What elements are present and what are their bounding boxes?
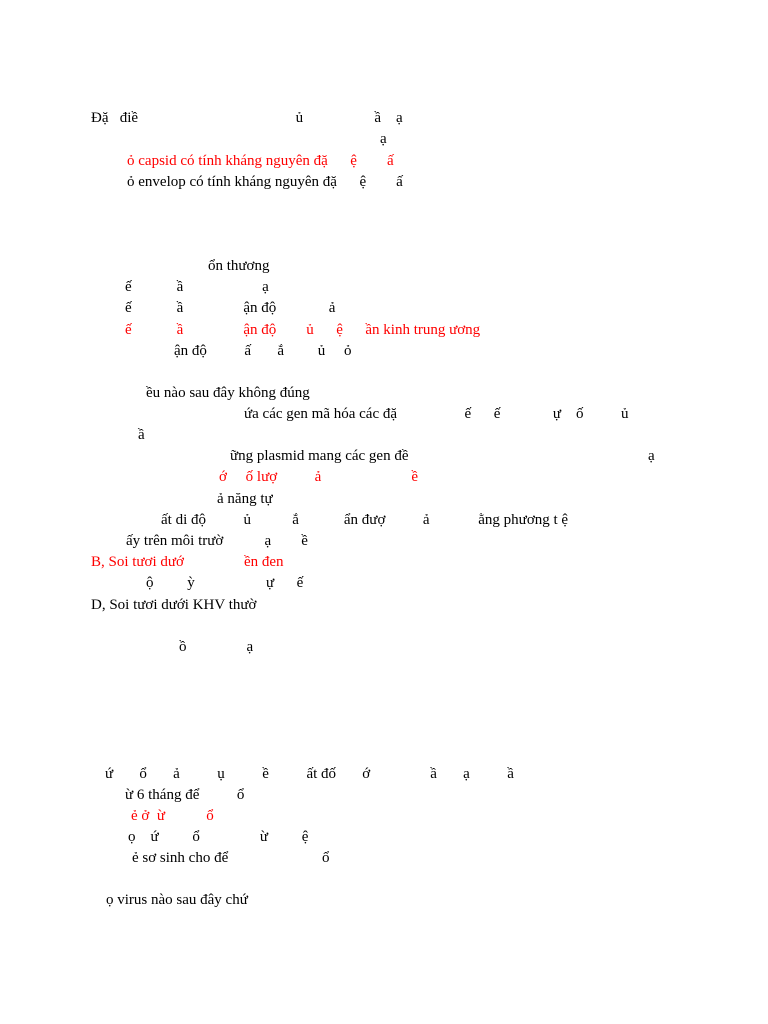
text-line-highlighted: B, Soi tươi dướ ền đen xyxy=(91,554,284,570)
text-line-highlighted: ỏ capsid có tính kháng nguyên đặ ệ ấ xyxy=(127,153,394,169)
text-line: Đặ điề ủ ầ ạ xyxy=(91,110,403,126)
text-line: ế ầ ận độ ả xyxy=(125,300,336,316)
text-line: ạ xyxy=(648,448,655,464)
text-line: ứ ổ ả ụ ề ất đố ớ ầ ạ ầ xyxy=(105,766,514,782)
text-line: ổn thương xyxy=(208,258,270,274)
text-line: ọ virus nào sau đây chứ xyxy=(106,892,248,908)
text-line: ẻ sơ sinh cho để ổ xyxy=(132,850,330,866)
text-line: ả năng tự xyxy=(217,491,273,507)
text-line: ọ ứ ổ ừ ệ xyxy=(128,829,309,845)
text-line: ứa các gen mã hóa các đặ ế ế ự ố ủ xyxy=(244,406,629,422)
text-line: ấy trên môi trườ ạ ề xyxy=(126,533,308,549)
text-line: ộ ỳ ự ế xyxy=(146,575,304,591)
text-line: ồ ạ xyxy=(179,639,254,655)
text-line: ận độ ấ ắ ủ ỏ xyxy=(174,343,352,359)
text-line: ế ầ ạ xyxy=(125,279,269,295)
text-line: D, Soi tươi dưới KHV thườ xyxy=(91,597,257,613)
text-line: ừ 6 tháng để ổ xyxy=(125,787,245,803)
text-line: ất di độ ủ ắ ẩn đượ ả ằng phương t ệ xyxy=(161,512,569,528)
text-line: ỏ envelop có tính kháng nguyên đặ ệ ấ xyxy=(127,174,403,190)
text-line-highlighted: ẻ ở ừ ổ xyxy=(131,808,214,824)
text-line: ều nào sau đây không đúng xyxy=(146,385,310,401)
text-line-highlighted: ớ ố lượ ả ề xyxy=(219,469,418,485)
text-line: ạ xyxy=(380,131,387,147)
text-line: ầ xyxy=(138,427,145,443)
text-line-highlighted: ế ầ ận độ ủ ệ ần kinh trung ương xyxy=(125,322,481,338)
text-line: ững plasmid mang các gen đề xyxy=(230,448,409,464)
